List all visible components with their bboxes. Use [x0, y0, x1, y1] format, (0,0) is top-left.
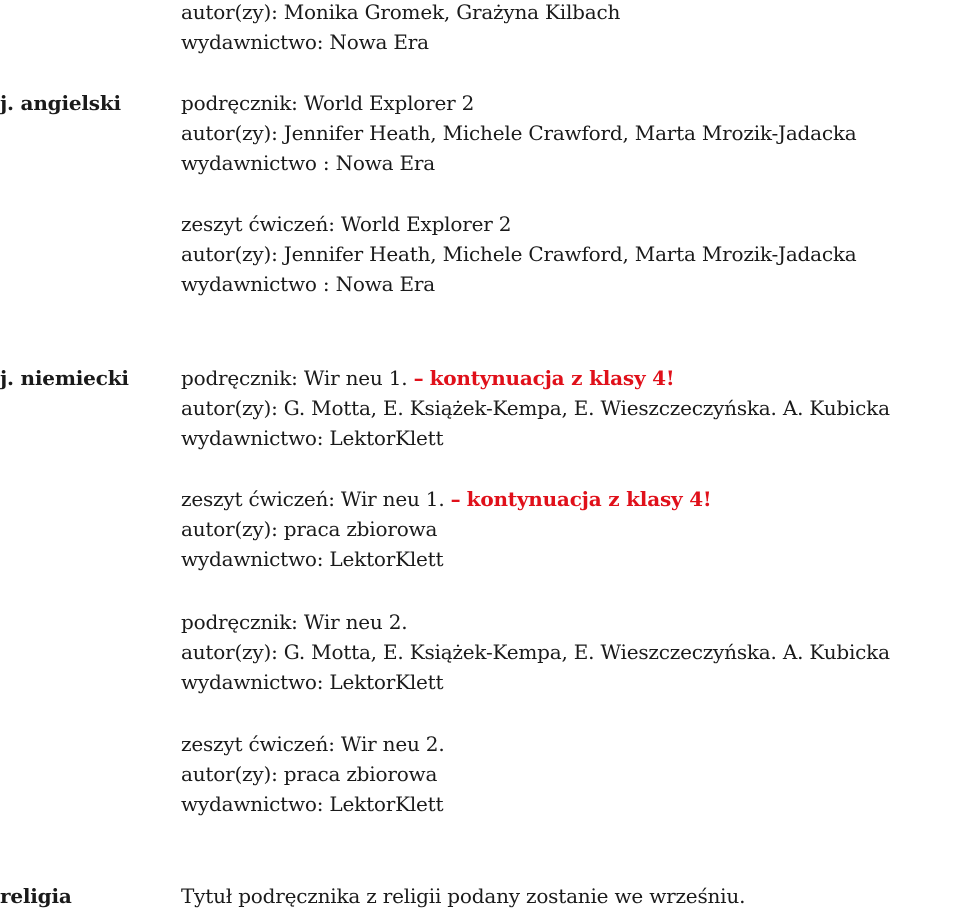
german-workbook1-title: zeszyt ćwiczeń: Wir neu 1. — [181, 487, 445, 511]
german-textbook1-title: podręcznik: Wir neu 1. — [181, 366, 408, 390]
german-textbook2-authors: autor(zy): G. Motta, E. Książek-Kempa, E. Wieszczeczyńska. A. Kubicka — [181, 640, 890, 664]
german-textbook1-note: kontynuacja z klasy 4! — [429, 366, 675, 390]
top-publisher: wydawnictwo: Nowa Era — [181, 30, 429, 54]
english-workbook-authors: autor(zy): Jennifer Heath, Michele Crawford, Marta Mrozik-Jadacka — [181, 242, 857, 266]
german-workbook1-authors: autor(zy): praca zbiorowa — [181, 517, 438, 541]
subject-english: j. angielski — [0, 91, 121, 115]
german-workbook2-title: zeszyt ćwiczeń: Wir neu 2. — [181, 732, 445, 756]
english-textbook-title: podręcznik: World Explorer 2 — [181, 91, 475, 115]
english-workbook-publisher: wydawnictwo : Nowa Era — [181, 272, 436, 296]
german-textbook2-publisher: wydawnictwo: LektorKlett — [181, 670, 444, 694]
german-workbook2-authors: autor(zy): praca zbiorowa — [181, 762, 438, 786]
german-textbook1-title-line — [181, 363, 674, 393]
english-textbook-authors: autor(zy): Jennifer Heath, Michele Crawford, Marta Mrozik-Jadacka — [181, 121, 857, 145]
german-textbook1-publisher: wydawnictwo: LektorKlett — [181, 426, 444, 450]
german-textbook1-dash: – — [413, 366, 424, 390]
top-authors: autor(zy): Monika Gromek, Grażyna Kilbach — [181, 0, 621, 24]
subject-religion: religia — [0, 884, 72, 908]
german-workbook1-publisher: wydawnictwo: LektorKlett — [181, 547, 444, 571]
english-workbook-title: zeszyt ćwiczeń: World Explorer 2 — [181, 212, 512, 236]
german-workbook1-note: kontynuacja z klasy 4! — [466, 487, 712, 511]
religion-note: Tytuł podręcznika z religii podany zostanie we wrześniu. — [181, 884, 746, 908]
subject-german: j. niemiecki — [0, 366, 129, 390]
english-textbook-publisher: wydawnictwo : Nowa Era — [181, 151, 436, 175]
german-textbook2-title: podręcznik: Wir neu 2. — [181, 610, 408, 634]
german-workbook2-publisher: wydawnictwo: LektorKlett — [181, 792, 444, 816]
german-workbook1-dash: – — [450, 487, 461, 511]
german-textbook1-authors: autor(zy): G. Motta, E. Książek-Kempa, E. Wieszczeczyńska. A. Kubicka — [181, 396, 890, 420]
german-workbook1-title-line — [181, 484, 712, 514]
